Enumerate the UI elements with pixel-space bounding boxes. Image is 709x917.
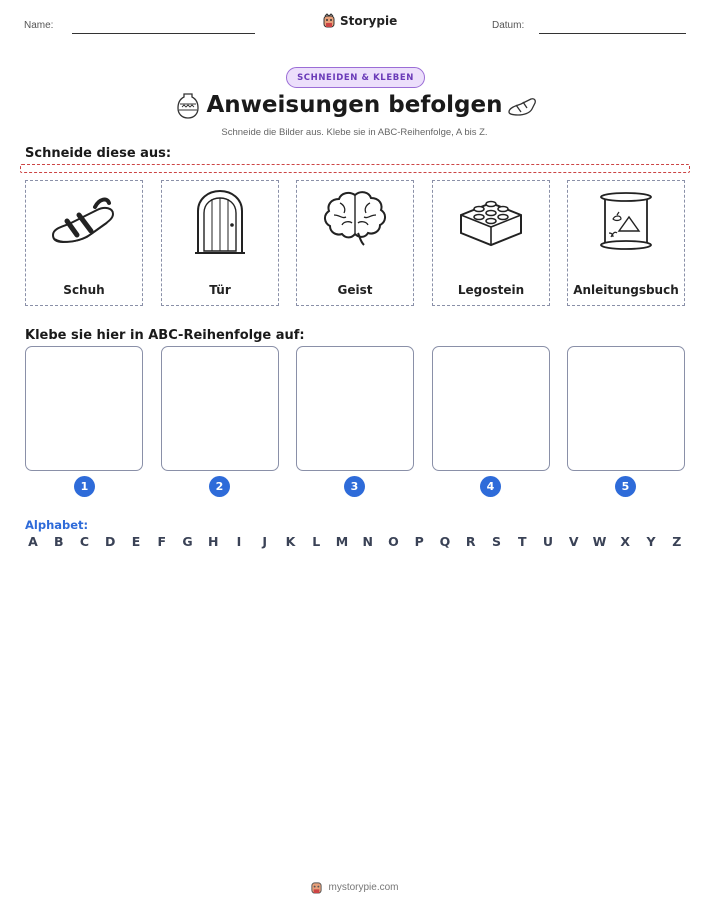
alphabet-letter: R	[465, 534, 476, 549]
alphabet-letter: A	[28, 534, 38, 549]
sandal-deco-icon	[507, 94, 537, 118]
alphabet-letter: H	[208, 534, 219, 549]
alphabet-label: Alphabet:	[25, 518, 89, 532]
alphabet-letter: X	[620, 534, 631, 549]
alphabet-letter: N	[362, 534, 373, 549]
storypie-mascot-icon	[322, 13, 336, 29]
cut-card-1[interactable]	[25, 180, 143, 306]
alphabet-letter: T	[517, 534, 527, 549]
paste-box-4[interactable]	[432, 346, 550, 471]
cut-card-2[interactable]	[161, 180, 279, 306]
date-line[interactable]	[539, 33, 686, 34]
date-label: Datum:	[492, 20, 525, 31]
cut-card-label: Geist	[337, 283, 373, 297]
alphabet-letter: Z	[672, 534, 682, 549]
door-icon	[193, 189, 247, 255]
cut-line	[20, 164, 690, 173]
order-number-1: 1	[74, 476, 95, 497]
scroll-icon	[595, 189, 657, 253]
alphabet-letter: U	[542, 534, 554, 549]
alphabet-letter: G	[182, 534, 193, 549]
alphabet-letter: J	[262, 534, 268, 549]
alphabet-letter: Y	[646, 534, 656, 549]
brain-icon	[320, 189, 390, 249]
cut-section-heading: Schneide diese aus:	[25, 146, 172, 161]
cut-card-4[interactable]	[432, 180, 550, 306]
page-title: Anweisungen befolgen	[206, 92, 503, 118]
alphabet-letter: B	[53, 534, 64, 549]
order-number-5: 5	[615, 476, 636, 497]
cut-card-3[interactable]	[296, 180, 414, 306]
order-number-4: 4	[480, 476, 501, 497]
footer-url[interactable]: mystorypie.com	[328, 882, 399, 893]
storypie-mascot-icon	[310, 880, 323, 895]
alphabet-letter: I	[236, 534, 242, 549]
alphabet-letter: Q	[439, 534, 451, 549]
alphabet-letter: K	[285, 534, 296, 549]
alphabet-letter: F	[157, 534, 167, 549]
alphabet-letter: C	[79, 534, 90, 549]
alphabet-letter: L	[312, 534, 321, 549]
brand-logo	[322, 13, 397, 29]
brand-name: Storypie	[340, 14, 398, 28]
paste-box-5[interactable]	[567, 346, 685, 471]
lego-brick-icon	[455, 189, 527, 249]
alphabet-letter: V	[568, 534, 579, 549]
alphabet-letter: S	[491, 534, 501, 549]
sandal-icon	[49, 189, 119, 249]
paste-box-2[interactable]	[161, 346, 279, 471]
instructions-subtitle: Schneide die Bilder aus. Klebe sie in ABC-Reihenfolge, A bis Z.	[221, 127, 488, 138]
cut-card-label: Schuh	[63, 283, 105, 297]
paste-box-3[interactable]	[296, 346, 414, 471]
alphabet-letter: O	[388, 534, 399, 549]
alphabet-letter: P	[414, 534, 424, 549]
activity-badge: SCHNEIDEN & KLEBEN	[286, 67, 425, 88]
alphabet-letter: D	[105, 534, 116, 549]
paste-section-heading: Klebe sie hier in ABC-Reihenfolge auf:	[25, 328, 305, 343]
cut-card-label: Legostein	[457, 283, 525, 297]
alphabet-letter: M	[335, 534, 349, 549]
cut-card-5[interactable]	[567, 180, 685, 306]
order-number-3: 3	[344, 476, 365, 497]
alphabet-row	[25, 534, 685, 549]
order-number-2: 2	[209, 476, 230, 497]
paste-box-1[interactable]	[25, 346, 143, 471]
name-line[interactable]	[72, 33, 255, 34]
name-label: Name:	[24, 20, 54, 31]
alphabet-letter: E	[131, 534, 141, 549]
cut-card-label: Anleitungsbuch	[573, 283, 679, 297]
alphabet-letter: W	[592, 534, 607, 549]
cut-card-label: Tür	[209, 283, 231, 297]
footer	[0, 880, 709, 895]
